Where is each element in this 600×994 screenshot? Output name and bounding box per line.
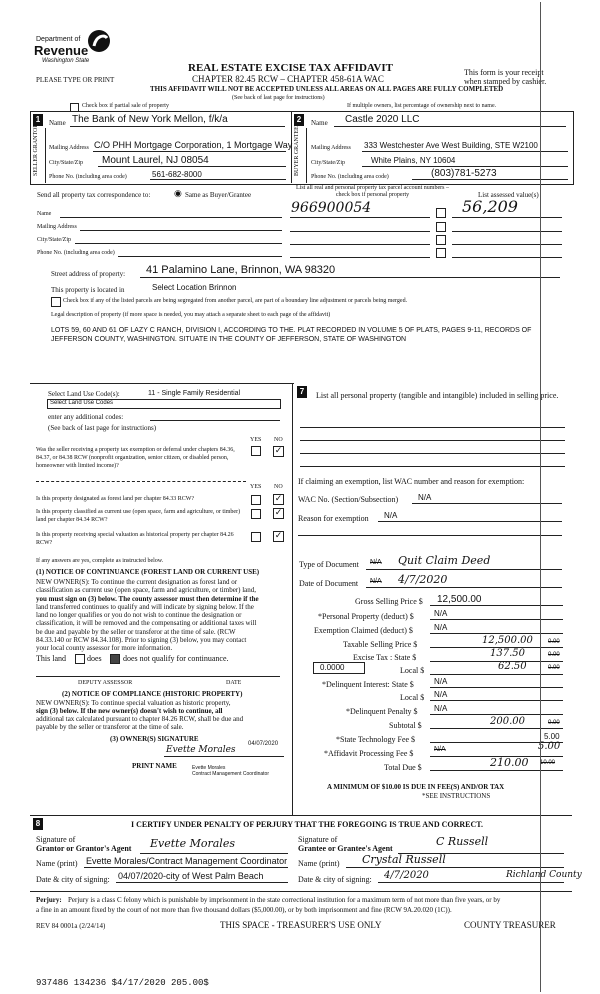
q2-no-checkbox[interactable]: ✓ [274, 494, 283, 504]
assessed-header: List assessed value(s) [478, 191, 539, 199]
segregated-checkbox[interactable] [51, 297, 61, 307]
print-name-small-2: Contract Management Coordinator [192, 771, 269, 777]
dept-line-2: Revenue [34, 43, 89, 58]
q1-yes-checkbox[interactable] [251, 446, 261, 456]
street-label: Street address of property: [51, 270, 126, 278]
land-use-select[interactable]: 11 - Single Family Residential [148, 390, 241, 397]
yes-header-1: YES [250, 437, 262, 443]
grantee-date-label: Date & city of signing: [298, 875, 372, 884]
seller-city-field[interactable]: Mount Laurel, NJ 08054 [102, 155, 209, 166]
dept-line-3: Washington State [42, 58, 90, 64]
seller-phone-label: Phone No. (including area code) [49, 174, 127, 180]
minimum-note: A MINIMUM OF $10.00 IS DUE IN FEE(S) AND/OR TAX [327, 783, 505, 791]
chapter-line: CHAPTER 82.45 RCW – CHAPTER 458-61A WAC [192, 74, 384, 84]
grantor-date-label: Date & city of signing: [36, 875, 110, 884]
corr-mailing-label: Mailing Address [37, 224, 77, 230]
land-use-see-back: (See back of last page for instructions) [48, 424, 157, 432]
doc-date-struck: N/A [370, 578, 382, 585]
land-does-checkbox[interactable] [75, 654, 85, 664]
perjury-label: Perjury: [36, 896, 62, 904]
personal-property-label: List all personal property (tangible and intangible) included in selling price. [316, 391, 559, 400]
doc-date-label: Date of Document [299, 579, 359, 588]
question-historic: Is this property receiving special valuation as historical property per chapter 84.26 RCW? [36, 532, 234, 546]
no-header-1: NO [274, 437, 283, 443]
legal-line-1[interactable]: LOTS 59, 60 AND 61 OF LAZY C RANCH, DIVISION I, ACCORDING TO THE. PLAT RECORDED IN VOLUME 5 OF PLATS, PAGES 9-11, RECORDS OF [51, 327, 532, 334]
excise-local-struck: 0.00 [548, 665, 560, 671]
processing-fee-field[interactable]: 5.00 [538, 741, 561, 752]
treasurer-space-label: THIS SPACE - TREASURER'S USE ONLY [220, 920, 382, 930]
grantee-name-field[interactable]: Crystal Russell [362, 853, 446, 866]
parcel-personal-checkbox-2[interactable] [436, 222, 446, 232]
delinq-local-field[interactable]: N/A [434, 690, 448, 699]
q4-no-checkbox[interactable]: ✓ [274, 531, 283, 541]
print-note: PLEASE TYPE OR PRINT [36, 76, 115, 84]
yes-header-2: YES [250, 484, 262, 490]
question-exemption: Was the seller receiving a property tax exemption or deferral under chapters 84.36, 84.37, or 84.38 RCW (nonprofit organization, senior citizen, or disabled person, homeowner with limited income)? [36, 447, 235, 469]
total-due-struck: 10.00 [540, 760, 556, 766]
exemption-claimed-field[interactable]: N/A [434, 623, 448, 632]
grantor-sig-label-1: Signature of [36, 835, 76, 844]
grantee-signature[interactable]: C Russell [436, 835, 489, 848]
wac-field[interactable]: N/A [418, 493, 432, 502]
continuance-text: NEW OWNER(S): To continue the current designation as forest land or classification as current use (open space, farm and agriculture, or timber) land, you must sign on (3) below. The county assessor must then determine if the land transferred continues to qualify and will indicate by signing below. If the land no longer qualifies or you do not wish to continue the designation or classification, it will be removed and the compensating or additional taxes will be due and payable by the seller or transferor at the time of sale. (RCW 84.33.140 or RCW 84.34.108). Prior to signing (3) below, you may contact your local county assessor for more information. [36, 578, 259, 653]
excise-state-label: Excise Tax : State $ [353, 653, 417, 662]
taxable-struck: 0.00 [548, 639, 560, 645]
excise-local-field[interactable]: 62.50 [498, 661, 527, 672]
same-as-label: Same as Buyer/Grantee [185, 191, 252, 199]
land-use-codes-option[interactable]: Select Land Use Codes [50, 400, 114, 406]
buyer-phone-field[interactable]: (803)781-5273 [431, 168, 497, 179]
print-name-label: PRINT NAME [132, 762, 177, 770]
grantor-name-field[interactable]: Evette Morales/Contract Management Coordinator [86, 856, 288, 866]
dept-line-1: Department of [36, 36, 81, 43]
buyer-city-field[interactable]: White Plains, NY 10604 [371, 156, 456, 165]
if-yes-note: If any answers are yes, complete as instructed below. [36, 558, 164, 564]
q3-no-checkbox[interactable]: ✓ [274, 508, 283, 518]
grantee-name-label: Name (print) [298, 859, 340, 868]
print-name-small-1: Evette Morales [192, 765, 226, 771]
warning-line: THIS AFFIDAVIT WILL NOT BE ACCEPTED UNLESS ALL AREAS ON ALL PAGES ARE FULLY COMPLETED [150, 85, 504, 93]
section-7-badge: 7 [297, 386, 307, 398]
taxable-label: Taxable Selling Price $ [343, 640, 418, 649]
receipt-note-2: when stamped by cashier. [464, 77, 547, 86]
additional-codes-label: enter any additional codes: [48, 413, 124, 421]
q3-yes-checkbox[interactable] [251, 509, 261, 519]
owner-signature[interactable]: Evette Morales [166, 745, 236, 755]
excise-local-label: Local $ [400, 666, 425, 675]
seller-mailing-field[interactable]: C/O PHH Mortgage Corporation, 1 Mortgage Way [94, 140, 293, 150]
gross-field[interactable]: 12,500.00 [437, 594, 482, 605]
assessed-value-field[interactable]: 56,209 [462, 197, 518, 216]
subtotal-label: Subtotal $ [389, 721, 422, 730]
section-8-badge: 8 [33, 818, 43, 830]
form-number: REV 84 0001a (2/24/14) [36, 922, 106, 930]
segregated-note: Check box if any of the listed parcels are being segregated from another parcel, are part of a boundary line adjustment or parcels being merged. [63, 298, 408, 304]
processing-fee-struck: N/A [434, 746, 446, 753]
buyer-city-label: City/State/Zip [311, 160, 345, 166]
buyer-mailing-field[interactable]: 333 Westchester Ave West Building, STE W2100 [364, 141, 538, 150]
gross-label: Gross Selling Price $ [355, 597, 423, 606]
continuance-title: (1) NOTICE OF CONTINUANCE (FOREST LAND OR CURRENT USE) [36, 568, 260, 576]
deputy-assessor-label: DEPUTY ASSESSOR [78, 680, 133, 686]
total-due-field[interactable]: 210.00 [490, 756, 529, 769]
tech-fee-field[interactable]: 5.00 [544, 732, 560, 741]
see-instructions-note: *SEE INSTRUCTIONS [422, 792, 491, 800]
parcel-number-field[interactable]: 966900054 [291, 200, 372, 216]
delinq-local-label: Local $ [400, 693, 425, 702]
wac-label: WAC No. (Section/Subsection) [298, 495, 399, 504]
parcel-personal-checkbox-4[interactable] [436, 248, 446, 258]
exemption-reason-field[interactable]: N/A [384, 511, 398, 520]
grantee-sig-label-2: Grantee or Grantee's Agent [298, 844, 393, 853]
corr-city-label: City/State/Zip [37, 237, 71, 243]
receipt-note-1: This form is your receipt [464, 68, 544, 77]
grantor-name-label: Name (print) [36, 859, 78, 868]
q4-yes-checkbox[interactable] [251, 532, 261, 542]
owner-signature-date: 04/07/2020 [248, 741, 279, 747]
delinq-penalty-label: *Delinquent Penalty $ [346, 707, 418, 716]
total-due-label: Total Due $ [384, 763, 422, 772]
deputy-date-label: DATE [226, 680, 242, 686]
taxable-field[interactable]: 12,500.00 [482, 635, 533, 646]
street-field[interactable]: 41 Palamino Lane, Brinnon, WA 98320 [146, 264, 336, 276]
buyer-mailing-label: Mailing Address [311, 145, 351, 151]
exemption-reason-label: Reason for exemption [298, 514, 369, 523]
seller-side-label: SELLER GRANTOR [33, 123, 39, 176]
question-current-use: Is this property classified as current use (open space, farm and agriculture, or timber) land per chapter 84.34 RCW? [36, 509, 241, 523]
same-as-radio[interactable]: ◉ [174, 188, 182, 198]
processing-fee-label: *Affidavit Processing Fee $ [324, 749, 414, 758]
grantee-date-field[interactable]: 4/7/2020 [384, 870, 429, 881]
seller-phone-field[interactable]: 561-682-8000 [152, 170, 202, 179]
compliance-title: (2) NOTICE OF COMPLIANCE (HISTORIC PROPERTY) [62, 690, 243, 698]
delinq-state-label: *Delinquent Interest: State $ [322, 680, 414, 689]
perjury-text-1: Perjury is a class C felony which is punishable by imprisonment in the state correctional institution for a maximum term of not more than five years, or by [68, 896, 501, 904]
personal-field[interactable]: N/A [434, 609, 448, 618]
tech-fee-label: *State Technology Fee $ [336, 735, 416, 744]
county-treasurer-label: COUNTY TREASURER [464, 920, 556, 930]
perjury-text-2: a fine in an amount fixed by the court of not more than five thousand dollars ($5,000.00), or by both imprisonment and fine (RCW 9A.20.020 (1C)). [36, 906, 452, 914]
seller-name-field[interactable]: The Bank of New York Mellon, f/k/a [72, 114, 228, 125]
buyer-name-label: Name [311, 119, 328, 127]
legal-label: Legal description of property (if more space is needed, you may attach a separate sheet to each page of the affidavit) [51, 312, 331, 318]
seller-name-label: Name [49, 119, 66, 127]
partial-sale-label: Check box if partial sale of property [82, 103, 169, 109]
multiple-owners-note: If multiple owners, list percentage of ownership next to name. [347, 103, 497, 109]
location-select[interactable]: Select Location Brinnon [152, 283, 237, 292]
land-does-label: does [87, 654, 102, 663]
grantor-signature[interactable]: Evette Morales [150, 837, 235, 850]
parcel-personal-checkbox-1[interactable] [436, 208, 446, 218]
grantee-city-field[interactable]: Richland County [506, 870, 582, 880]
section-2-badge: 2 [294, 114, 304, 126]
grantee-sig-label-1: Signature of [298, 835, 338, 844]
revenue-logo-icon [86, 28, 112, 54]
compliance-text: NEW OWNER(S): To continue special valuation as historic property, sign (3) below. If the new owner(s) doesn't wish to continue, all additional tax calculated pursuant to chapter 84.26 RCW, shall be due and payable by the seller or transferor at the time of sale. [36, 699, 244, 731]
buyer-side-label: BUYER GRANTEE [294, 126, 300, 176]
parcel-personal-checkbox-3[interactable] [436, 235, 446, 245]
land-does-not-checkbox[interactable] [110, 654, 120, 664]
excise-state-field[interactable]: 137.50 [490, 648, 525, 659]
location-label: This property is located in [51, 286, 125, 294]
section-1-badge: 1 [33, 114, 43, 126]
seller-mailing-label: Mailing Address [49, 145, 89, 151]
land-does-not-label: does not qualify for continuance. [123, 654, 229, 663]
certification-statement: I CERTIFY UNDER PENALTY OF PERJURY THAT THE FOREGOING IS TRUE AND CORRECT. [131, 820, 484, 829]
delinq-state-field[interactable]: N/A [434, 677, 448, 686]
land-use-label: Select Land Use Code(s): [48, 390, 120, 398]
question-forest: Is this property designated as forest land per chapter 84.33 RCW? [36, 496, 195, 502]
corr-phone-label: Phone No. (including area code) [37, 250, 115, 256]
doc-date-field[interactable]: 4/7/2020 [398, 573, 448, 586]
buyer-phone-label: Phone No. (including area code) [311, 174, 389, 180]
doc-type-struck: N/A [370, 559, 382, 566]
personal-label: *Personal Property (deduct) $ [318, 612, 414, 621]
subtotal-struck: 0.00 [548, 720, 560, 726]
excise-state-struck: 0.00 [548, 652, 560, 658]
correspondence-label: Send all property tax correspondence to: [37, 191, 151, 199]
see-back-line: (See back of last page for instructions) [232, 95, 325, 101]
exemption-claimed-label: Exemption Claimed (deduct) $ [314, 626, 413, 635]
receipt-stamp: 937486 134236 $4/17/2020 205.00$ [36, 978, 209, 988]
form-title: REAL ESTATE EXCISE TAX AFFIDAVIT [188, 62, 393, 74]
local-rate-field[interactable]: 0.0000 [320, 663, 345, 672]
parcels-header: List all real and personal property tax parcel account numbers – check box if personal property [296, 185, 449, 198]
buyer-name-field[interactable]: Castle 2020 LLC [345, 114, 420, 125]
doc-type-field[interactable]: Quit Claim Deed [398, 554, 491, 567]
delinq-penalty-field[interactable]: N/A [434, 704, 448, 713]
doc-type-label: Type of Document [299, 560, 359, 569]
land-does-prefix: This land [36, 654, 66, 663]
q2-yes-checkbox[interactable] [251, 495, 261, 505]
seller-city-label: City/State/Zip [49, 160, 83, 166]
owner-signature-label: (3) OWNER(S) SIGNATURE [110, 735, 199, 743]
subtotal-field[interactable]: 200.00 [490, 716, 525, 727]
no-header-2: NO [274, 484, 283, 490]
exemption-claim-label: If claiming an exemption, list WAC number and reason for exemption: [298, 477, 525, 486]
corr-name-label: Name [37, 211, 52, 217]
q1-no-checkbox[interactable]: ✓ [274, 446, 283, 456]
grantor-date-field[interactable]: 04/07/2020-city of West Palm Beach [118, 871, 264, 881]
legal-line-2[interactable]: JEFFERSON COUNTY, WASHINGTON. SITUATE IN THE COUNTY OF JEFFERSON, STATE OF WASHINGTON [51, 336, 407, 343]
grantor-sig-label-2: Grantor or Grantor's Agent [36, 844, 132, 853]
